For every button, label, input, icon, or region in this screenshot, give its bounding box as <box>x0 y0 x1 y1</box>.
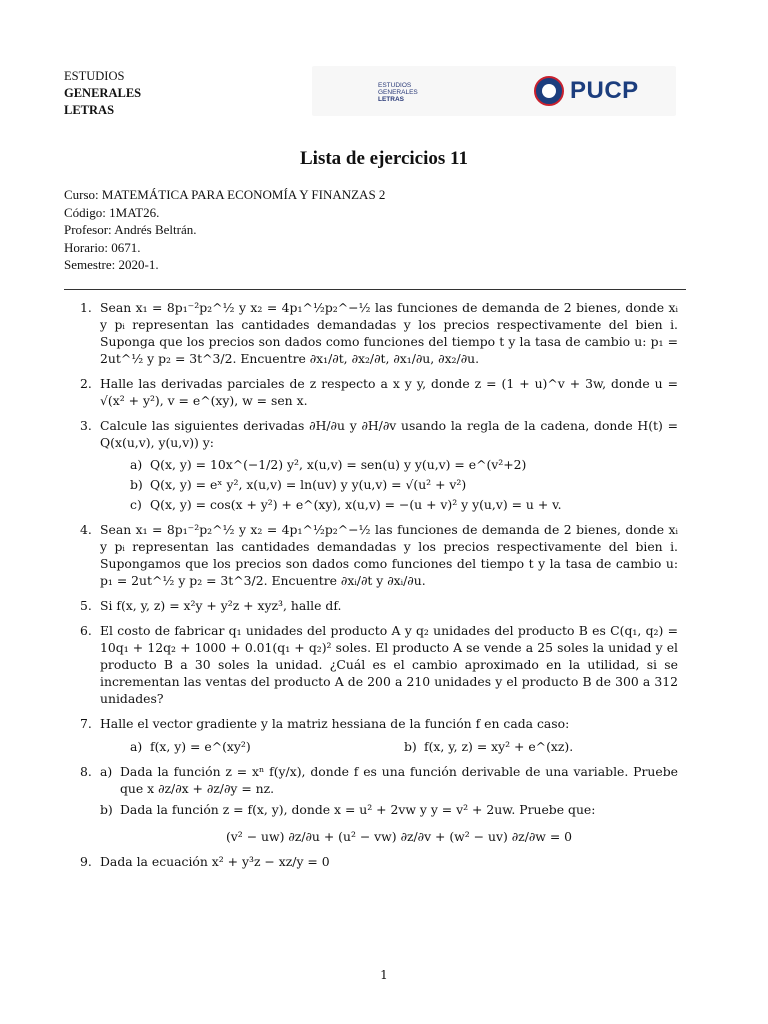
case-text: Q(x, y) = eˣ y², x(u,v) = ln(uv) y y(u,v) = √(u² + v²) <box>150 477 467 492</box>
exercise-number: 1. <box>80 300 92 315</box>
case-c <box>130 496 678 513</box>
exercise-number: 8. <box>80 764 92 779</box>
exercise-text: Halle las derivadas parciales de z respecto a x y y, donde z = (1 + u)^v + 3w, donde u = √(x² + y²), v = e^(xy), w = sen x. <box>100 376 678 408</box>
case-label: a) <box>100 764 113 779</box>
estudios-generales-logo <box>378 82 418 103</box>
exercise-3 <box>64 417 678 513</box>
logo-text-1: ESTUDIOS <box>378 82 412 89</box>
exercise-text: Dada la ecuación x² + y³z − xz/y = 0 <box>100 854 330 869</box>
exercise-2 <box>64 375 678 409</box>
case-text: Dada la función z = xⁿ f(y/x), donde f es una función derivable de una variable. Pruebe que x ∂z/∂x + ∂z/∂y = nz. <box>120 764 678 796</box>
logo-text-3: LETRAS <box>378 96 404 103</box>
exercise-7 <box>64 715 678 755</box>
university-seal-icon <box>534 76 564 106</box>
institution-line-3: LETRAS <box>64 103 115 117</box>
exercise-1 <box>64 299 678 367</box>
displayed-equation: (v² − uw) ∂z/∂u + (u² − vw) ∂z/∂v + (w² − uv) ∂z/∂w = 0 <box>225 829 573 844</box>
case-b <box>130 476 678 493</box>
exercise-9 <box>64 853 678 870</box>
case-a <box>100 763 678 797</box>
professor: Profesor: Andrés Beltrán. <box>64 222 197 237</box>
exercise-number: 7. <box>80 716 92 731</box>
case-b <box>404 738 678 755</box>
institution-line-1: ESTUDIOS <box>64 69 125 83</box>
case-text: Q(x, y) = 10x^(−1/2) y², x(u,v) = sen(u) y y(u,v) = e^(v²+2) <box>150 457 527 472</box>
case-label: a) <box>130 457 143 472</box>
exercise-number: 2. <box>80 376 92 391</box>
exercise-text: Sean x₁ = 8p₁⁻²p₂^½ y x₂ = 4p₁^½p₂^−½ las funciones de demanda de 2 bienes, donde xᵢ y pᵢ representan las cantidades demandadas y los precios respectivamente del bien i. Supongamos que los precios son dados como funciones del tiempo t y la tasa de cambio u: p₁ = 2ut^½ y p₂ = 3t^3/2. Encuentre ∂xᵢ/∂t y ∂xᵢ/∂u. <box>100 522 678 588</box>
case-a <box>130 456 678 473</box>
course-name: Curso: MATEMÁTICA PARA ECONOMÍA Y FINANZAS 2 <box>64 187 386 202</box>
case-a <box>130 738 404 755</box>
course-info <box>64 186 385 274</box>
case-text: f(x, y) = e^(xy²) <box>150 739 251 754</box>
exercise-text: El costo de fabricar q₁ unidades del producto A y q₂ unidades del producto B es C(q₁, q₂) = 10q₁ + 12q₂ + 1000 + 0.01(q₁ + q₂)² soles. El producto A se vende a 25 soles la unidad y el producto B a 30 soles la unidad. ¿Cuál es el cambio aproximado en la utilidad, si se incrementan las ventas del producto A de 200 a 210 unidades y el producto B de 300 a 312 unidades? <box>100 623 678 706</box>
case-label: b) <box>130 477 143 492</box>
document-title: Lista de ejercicios 11 <box>300 148 468 169</box>
logo-text-2: GENERALES <box>378 89 418 96</box>
case-text: f(x, y, z) = xy² + e^(xz). <box>424 739 574 754</box>
logo-banner <box>312 66 676 116</box>
exercise-number: 6. <box>80 623 92 638</box>
exercise-text: Halle el vector gradiente y la matriz hessiana de la función f en cada caso: <box>100 716 570 731</box>
case-text: Q(x, y) = cos(x + y²) + e^(xy), x(u,v) = −(u + v)² y y(u,v) = u + v. <box>150 497 562 512</box>
page-number: 1 <box>380 968 388 982</box>
exercise-8 <box>64 763 678 845</box>
course-code: Código: 1MAT26. <box>64 204 160 220</box>
case-label: a) <box>130 739 143 754</box>
case-label: c) <box>130 497 142 512</box>
exercise-6 <box>64 622 678 707</box>
case-text: Dada la función z = f(x, y), donde x = u² + 2vw y y = v² + 2uw. Pruebe que: <box>120 802 596 817</box>
exercise-list <box>64 299 678 878</box>
exercise-4 <box>64 521 678 589</box>
case-b <box>100 801 678 845</box>
semester: Semestre: 2020-1. <box>64 257 159 272</box>
exercise-number: 4. <box>80 522 92 537</box>
exercise-number: 9. <box>80 854 92 869</box>
exercise-text: Sean x₁ = 8p₁⁻²p₂^½ y x₂ = 4p₁^½p₂^−½ las funciones de demanda de 2 bienes, donde xᵢ y pᵢ representan las cantidades demandadas y los precios respectivamente del bien i. Suponga que los precios son dados como funciones del tiempo t y la tasa de cambio u: p₁ = 2ut^½ y p₂ = 3t^3/2. Encuentre ∂x₁/∂t, ∂x₂/∂t, ∂x₁/∂u, ∂x₂/∂u. <box>100 300 678 366</box>
exercise-3-cases <box>100 456 678 513</box>
exercise-text: Si f(x, y, z) = x²y + y²z + xyz³, halle df. <box>100 598 342 613</box>
exercise-number: 3. <box>80 418 92 433</box>
institution-line-2: GENERALES <box>64 86 142 100</box>
exercise-5 <box>64 597 678 614</box>
institution-header <box>64 68 141 119</box>
exercise-text: Calcule las siguientes derivadas ∂H/∂u y ∂H/∂v usando la regla de la cadena, donde H(t) = Q(x(u,v), y(u,v)) y: <box>100 418 678 450</box>
exercise-7-cases <box>100 738 678 755</box>
header-divider <box>64 289 686 290</box>
case-label: b) <box>404 739 417 754</box>
exercise-number: 5. <box>80 598 92 613</box>
schedule: Horario: 0671. <box>64 239 141 255</box>
pucp-logo: PUCP <box>570 77 639 104</box>
case-label: b) <box>100 802 113 817</box>
